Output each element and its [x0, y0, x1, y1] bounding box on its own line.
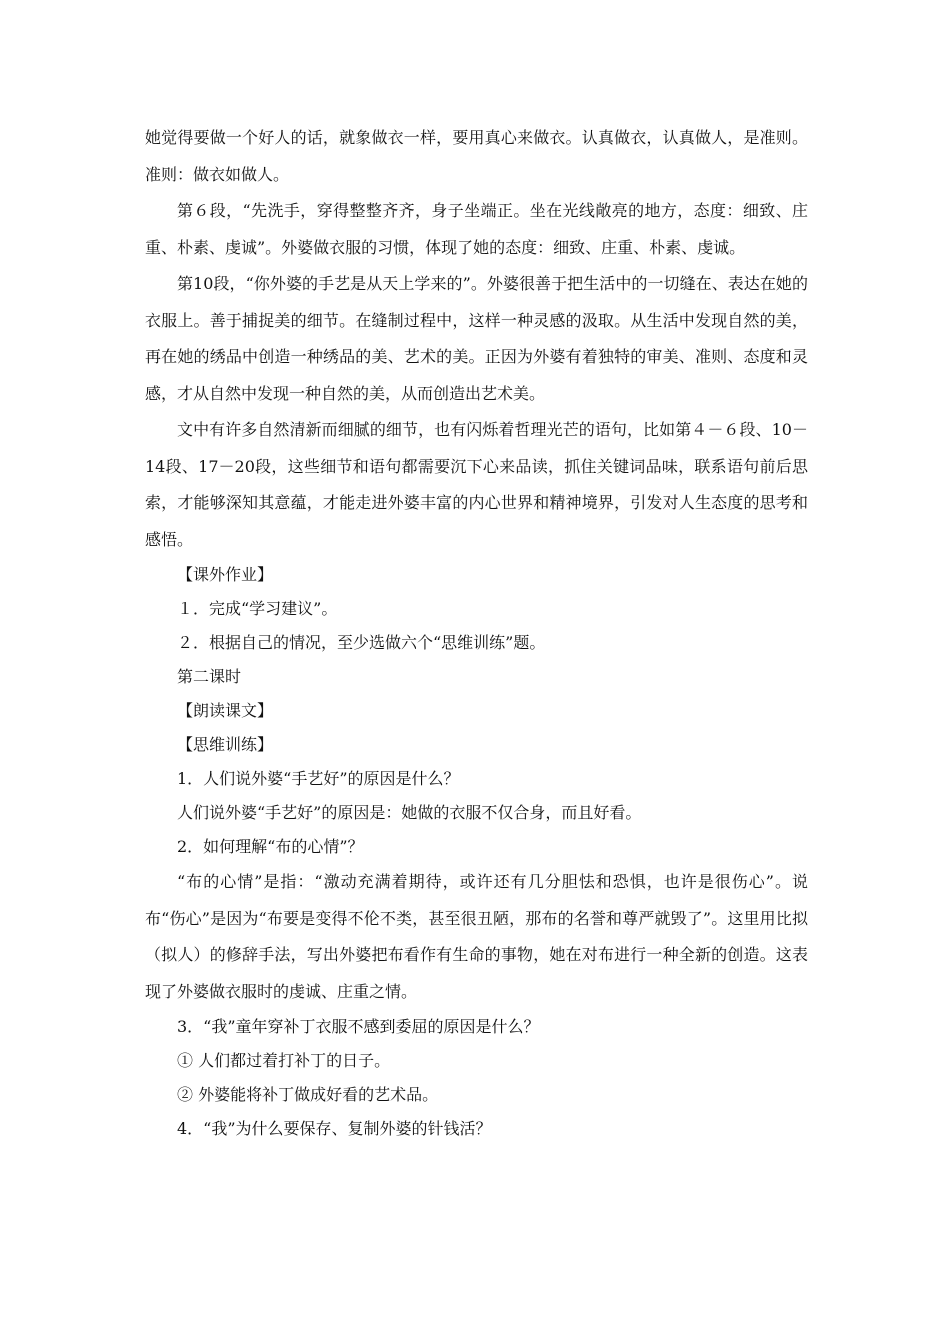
question-4: 4．“我”为什么要保存、复制外婆的针钱活？: [177, 1119, 492, 1138]
answer-3-item-1: ① 人们都过着打补丁的日子。: [177, 1051, 391, 1070]
answer-1: 人们说外婆“手艺好”的原因是：她做的衣服不仅合身，而且好看。: [177, 803, 642, 822]
paragraph-section-6: 第６段，“先洗手，穿得整整齐齐，身子坐端正。坐在光线敞亮的地方，态度：细致、庄重、朴素、虔诚”。外婆做衣服的习惯，体现了她的态度：细致、庄重、朴素、虔诚。: [145, 201, 808, 257]
lesson-two-title: 第二课时: [177, 667, 242, 686]
paragraph-details-summary: 文中有许多自然清新而细腻的细节，也有闪烁着哲理光芒的语句，比如第４－６段、10－14段、17－20段，这些细节和语句都需要沉下心来品读，抓住关键词品味，联系语句前后思索，才能够深知其意蕴，才能走进外婆丰富的内心世界和精神境界，引发对人生态度的思考和感悟。: [145, 420, 808, 549]
homework-heading: 【课外作业】: [177, 565, 274, 584]
homework-item-1: １．完成“学习建议”。: [177, 599, 338, 618]
question-1: 1．人们说外婆“手艺好”的原因是什么？: [177, 769, 460, 788]
answer-2: “布的心情”是指：“激动充满着期待，或许还有几分胆怯和恐惧，也许是很伤心”。说布“伤心”是因为“布要是变得不伦不类，甚至很丑陋，那布的名誉和尊严就毁了”。这里用比拟（拟人）的修辞手法，写出外婆把布看作有生命的事物，她在对布进行一种全新的创造。这表现了外婆做衣服时的虔诚、庄重之情。: [145, 872, 808, 1001]
read-aloud-heading: 【朗读课文】: [177, 701, 274, 720]
thinking-training-heading: 【思维训练】: [177, 735, 274, 754]
homework-item-2: ２．根据自己的情况，至少选做六个“思维训练”题。: [177, 633, 546, 652]
answer-3-item-2: ② 外婆能将补丁做成好看的艺术品。: [177, 1085, 439, 1104]
paragraph-continuation: 她觉得要做一个好人的话，就象做衣一样，要用真心来做衣。认真做衣，认真做人，是准则。准则：做衣如做人。: [145, 128, 808, 184]
question-2: 2．如何理解“布的心情”？: [177, 837, 364, 856]
question-3: 3．“我”童年穿补丁衣服不感到委屈的原因是什么？: [177, 1017, 540, 1036]
paragraph-section-10: 第10段，“你外婆的手艺是从天上学来的”。外婆很善于把生活中的一切缝在、表达在她的衣服上。善于捕捉美的细节。在缝制过程中，这样一种灵感的汲取。从生活中发现自然的美，再在她的绣品中创造一种绣品的美、艺术的美。正因为外婆有着独特的审美、准则、态度和灵感，才从自然中发现一种自然的美，从而创造出艺术美。: [145, 274, 808, 403]
